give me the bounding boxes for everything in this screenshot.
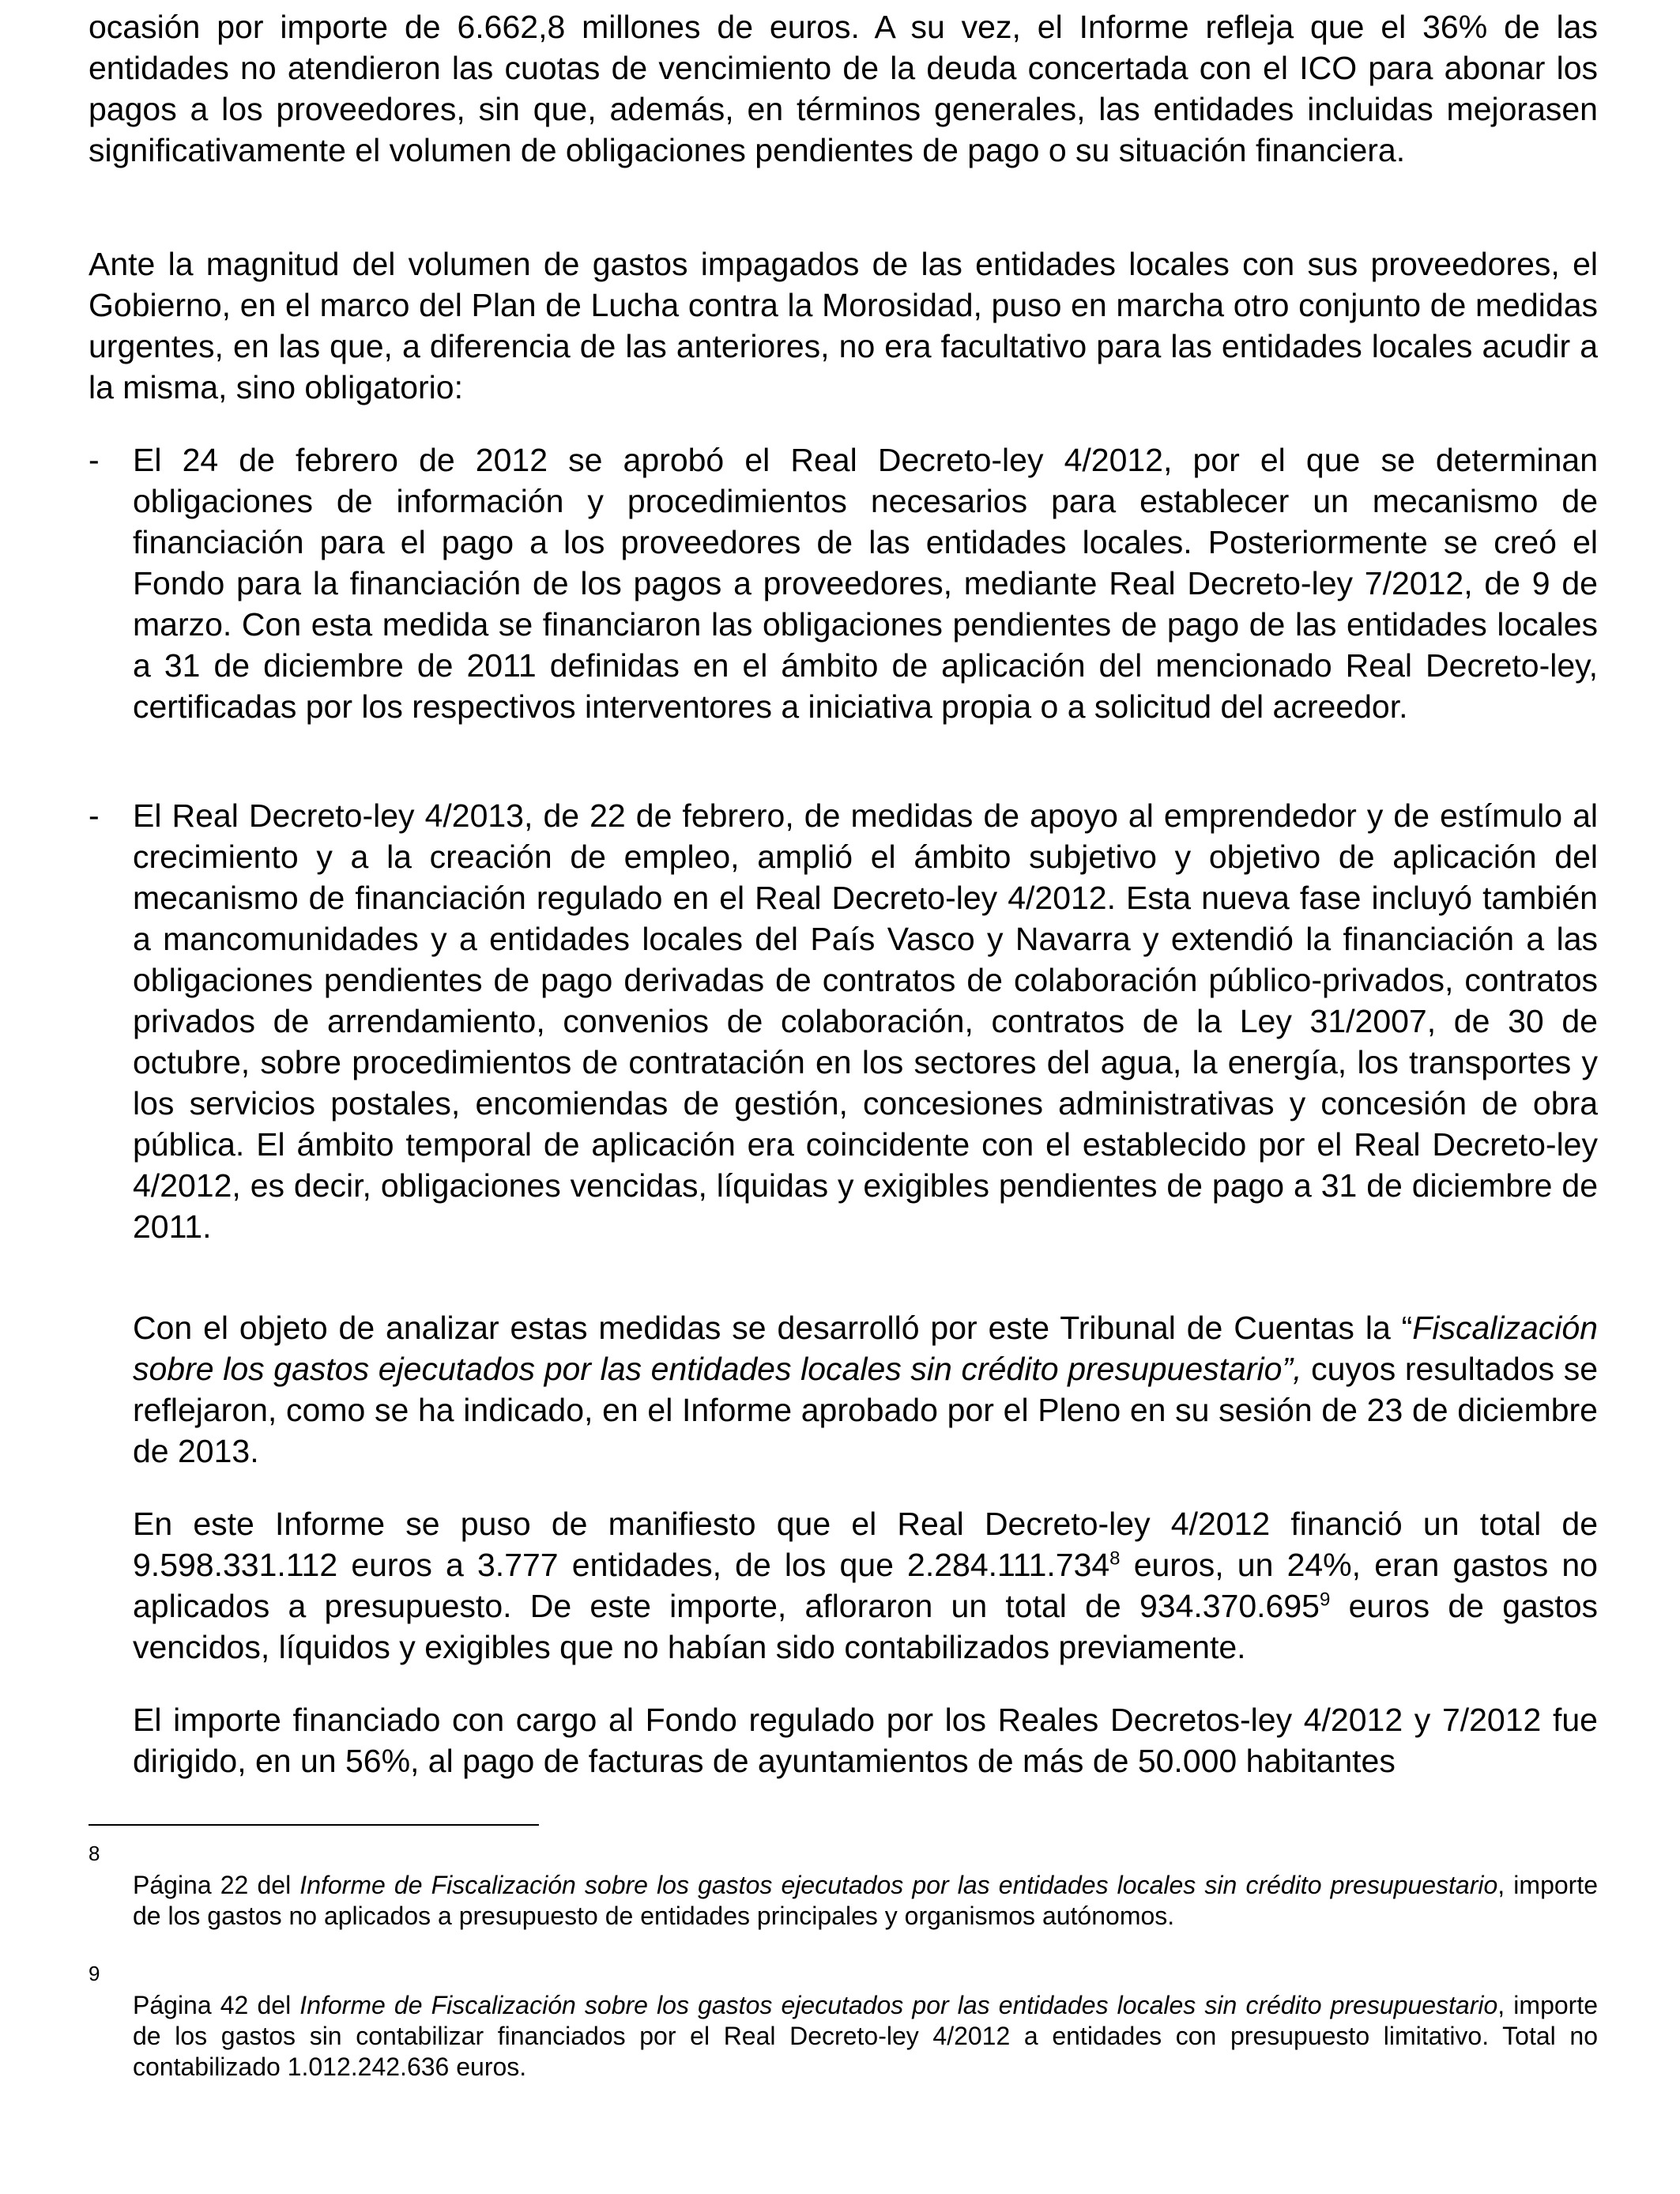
text-run: Página 42 del [133,1991,300,2019]
paragraph-fund-allocation: El importe financiado con cargo al Fondo regulado por los Reales Decretos-ley 4/2012 y 7/2012 fue dirigido, en un 56%, al pago de facturas de ayuntamientos de más de 50.000 habitantes [133,1702,1598,1779]
text-run: En este Informe se puso de manifiesto que el Real Decreto-ley 4/2012 financió un total de 9.598.331.112 euros a 3.777 entidades, de los que 2.284.111.734 [133,1506,1598,1583]
list-item-text: El Real Decreto-ley 4/2013, de 22 de febrero, de medidas de apoyo al emprendedor y de estímulo al crecimiento y a la creación de empleo, amplió el ámbito subjetivo y objetivo de aplicación del mecanismo de financiación regulado en el Real Decreto-ley 4/2012. Esta nueva fase incluyó también a mancomunidades y a entidades locales del País Vasco y Navarra y extendió la financiación a las obligaciones pendientes de pago derivadas de contratos de colaboración público-privados, contratos privados de arrendamiento, convenios de colaboración, contratos de la Ley 31/2007, de 30 de octubre, sobre procedimientos de contratación en los sectores del agua, la energía, los transportes y los servicios postales, encomiendas de gestión, concesiones administrativas y concesión de obra pública. El ámbito temporal de aplicación era coincidente con el establecido por el Real Decreto-ley 4/2012, es decir, obligaciones vencidas, líquidas y exigibles pendientes de pago a 31 de diciembre de 2011. [133,797,1598,1245]
footnote-9 [89,1962,1599,2108]
list-item-text: El 24 de febrero de 2012 se aprobó el Real Decreto-ley 4/2012, por el que se determinan obligaciones de información y procedimientos necesarios para establecer un mecanismo de financiación para el pago a los proveedores de las entidades locales. Posteriormente se creó el Fondo para la financiación de los pagos a proveedores, mediante Real Decreto-ley 7/2012, de 9 de marzo. Con esta medida se financiaron las obligaciones pendientes de pago de las entidades locales a 31 de diciembre de 2011 definidas en el ámbito de aplicación del mencionado Real Decreto-ley, certificadas por los respectivos interventores a iniciativa propia o a solicitud del acreedor. [133,442,1598,725]
list-item-rdl-4-2012 [89,439,1598,727]
paragraph-morosidad-plan: Ante la magnitud del volumen de gastos impagados de las entidades locales con sus proveedores, el Gobierno, en el marco del Plan de Lucha contra la Morosidad, puso en marcha otro conjunto de medidas urgentes, en las que, a diferencia de las anteriores, no era facultativo para las entidades locales acudir a la misma, sino obligatorio: [89,246,1598,405]
footnote-separator [89,1824,539,1826]
text-run: cuyos resultados se reflejaron, como se ha indicado, en el Informe aprobado por el Pleno en su sesión de 23 de diciembre de 2013. [133,1351,1598,1469]
footnote-text [133,1870,1598,1932]
text-run: euros de gastos vencidos, líquidos y exigibles que no habían sido contabilizados previamente. [133,1588,1598,1665]
paragraph-financing-totals [133,1503,1598,1668]
footnote-number: 8 [89,1842,100,1865]
report-title-italic: Fiscalización sobre los gastos ejecutados por las entidades locales sin crédito presupuestario”, [133,1310,1598,1387]
footnote-8 [89,1842,1599,1957]
footnote-ref-8[interactable]: 8 [1109,1547,1121,1570]
bullet-dash: - [89,442,100,478]
text-run: , importe de los gastos sin contabilizar financiados por el Real Decreto-ley 4/2012 a entidades con presupuesto limitativo. Total no contabilizado 1.012.242.636 euros. [133,1991,1599,2081]
text-run: euros, un 24%, eran gastos no aplicados a presupuesto. De este importe, afloraron un total de 934.370.695 [133,1547,1598,1624]
text-run: Página 22 del [133,1871,300,1899]
text-run: Con el objeto de analizar estas medidas se desarrolló por este Tribunal de Cuentas la “ [133,1310,1413,1346]
report-title-italic: Informe de Fiscalización sobre los gastos ejecutados por las entidades locales sin crédito presupuestario [299,1871,1498,1899]
report-title-italic: Informe de Fiscalización sobre los gastos ejecutados por las entidades locales sin crédito presupuestario [299,1991,1498,2019]
footnote-text [133,1990,1598,2083]
list-item-rdl-4-2013 [89,795,1598,1247]
paragraph-fiscalizacion [133,1307,1598,1472]
paragraph-ico-debt: ocasión por importe de 6.662,8 millones de euros. A su vez, el Informe refleja que el 36% de las entidades no atendieron las cuotas de vencimiento de la deuda concertada con el ICO para abonar los pagos a los proveedores, sin que, además, en términos generales, las entidades incluidas mejorasen significativamente el volumen de obligaciones pendientes de pago o su situación financiera. [89,9,1598,168]
text-run: , importe de los gastos no aplicados a presupuesto de entidades principales y organismos autónomos. [133,1871,1599,1930]
footnote-ref-9[interactable]: 9 [1319,1589,1331,1611]
footnote-number: 9 [89,1962,100,1985]
bullet-dash: - [89,797,100,834]
